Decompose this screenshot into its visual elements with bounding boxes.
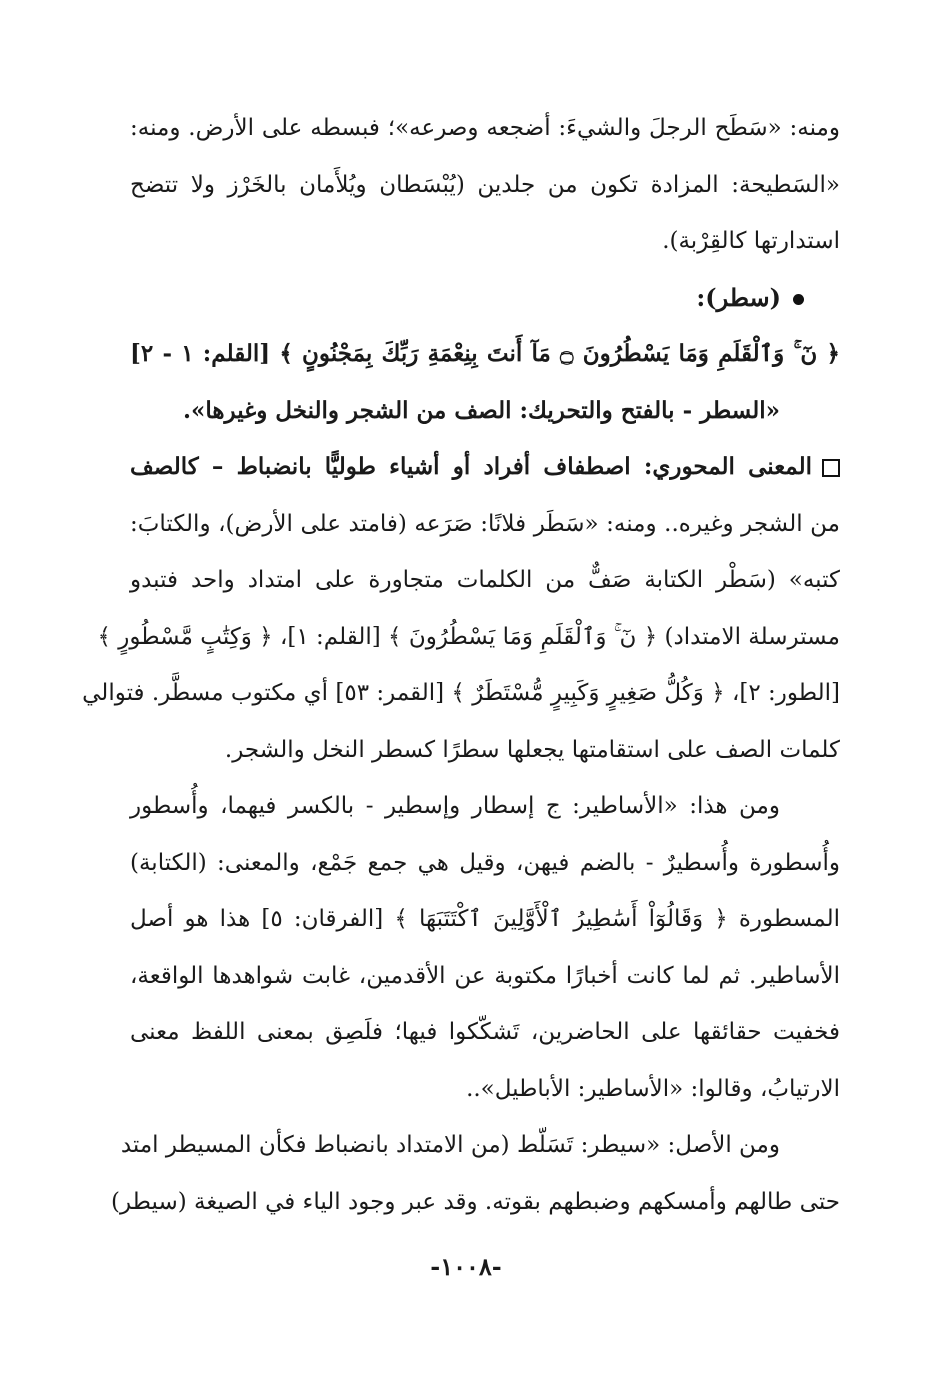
bullet-icon: [793, 294, 804, 305]
quran-verse-line: ﴿ نٓ ۚ وَٱلْقَلَمِ وَمَا يَسْطُرُونَ ۝ مَآ أَنتَ بِنِعْمَةِ رَبِّكَ بِمَجْنُونٍ ﴾ [القلم: ١ - ٢]: [130, 340, 840, 367]
text-line: فخفيت حقائقها على الحاضرين، تَشكّكوا فيها؛ فلَصِق بمعنى اللفظ معنى: [130, 1019, 840, 1045]
text-line: وأُسطورة وأُسطيرٌ - بالضم فيهن، وقيل هي جمع جَمْع، والمعنى: (الكتابة): [130, 849, 840, 876]
text-line: استدارتها كالقِرْبة).: [662, 228, 840, 254]
text-line: ومن هذا: «الأساطير: ج إسطار وإسطير - بالكسر فيهما، وأُسطور: [130, 793, 780, 819]
section-heading: [130, 270, 840, 327]
text-line: «السَطيحة: المزادة تكون من جلدين (يُبْسَطان ويُلأَمان بالخَرْز ولا تتضح: [130, 171, 840, 198]
text-line: الأساطير. ثم لما كانت أخبارًا مكتوبة عن الأقدمين، غابت شواهدها الواقعة،: [130, 962, 840, 989]
text-line: من الشجر وغيره.. ومنه: «سَطَر فلانًا: صَرَعه (فامتد على الأرض)، والكتابَ:: [130, 510, 840, 537]
definition-line: «السطر - بالفتح والتحريك: الصف من الشجر والنخل وغيرها».: [183, 396, 780, 424]
page-body: [82, 100, 840, 1230]
text-line: حتى طالهم وأمسكهم وضبطهم بقوته. وقد عبر وجود الياء في الصيغة (سيطر): [111, 1188, 840, 1215]
core-meaning-text: المعنى المحوري: اصطفاف أفراد أو أشياء طوليًّا بانضباط – كالصف: [130, 453, 812, 480]
text-line: مسترسلة الامتداد) ﴿ نٓ ۚ وَٱلْقَلَمِ وَمَا يَسْطُرُونَ ﴾ [القلم: ١]، ﴿ وَكِتَٰبٍ مَّسْطُورٍ ﴾: [97, 623, 840, 650]
text-line: المسطورة ﴿ وَقَالُوٓاْ أَسَٰطِيرُ ٱلْأَوَّلِينَ ٱكْتَتَبَهَا ﴾ [الفرقان: ٥] هذا هو أصل: [130, 906, 840, 932]
text-line: ومن الأصل: «سيطر: تَسَلّط (من الامتداد بانضباط فكأن المسيطر امتد: [120, 1132, 780, 1158]
text-line: [الطور: ٢]، ﴿ وَكُلُّ صَغِيرٍ وَكَبِيرٍ مُّسْتَطَرٌ ﴾ [القمر: ٥٣] أي مكتوب مسطَّر. فتوالي: [82, 680, 840, 706]
text-line: كتبه» (سَطْر الكتابة صَفٌّ من الكلمات متجاورة على امتداد واحد فتبدو: [130, 567, 840, 593]
square-marker-icon: [822, 459, 840, 477]
core-meaning-line: [130, 439, 840, 496]
text-line: كلمات الصف على استقامتها يجعلها سطرًا كسطر النخل والشجر.: [224, 736, 840, 763]
text-line: الارتيابُ، وقالوا: «الأساطير: الأباطيل»..: [466, 1075, 840, 1102]
text-line: ومنه: «سَطَح الرجلَ والشيءَ: أضجعه وصرعه»؛ فبسطه على الأرض. ومنه:: [130, 115, 840, 141]
section-heading-text: (سطر):: [696, 282, 781, 312]
page-number: -١٠٠٨-: [430, 1252, 502, 1281]
